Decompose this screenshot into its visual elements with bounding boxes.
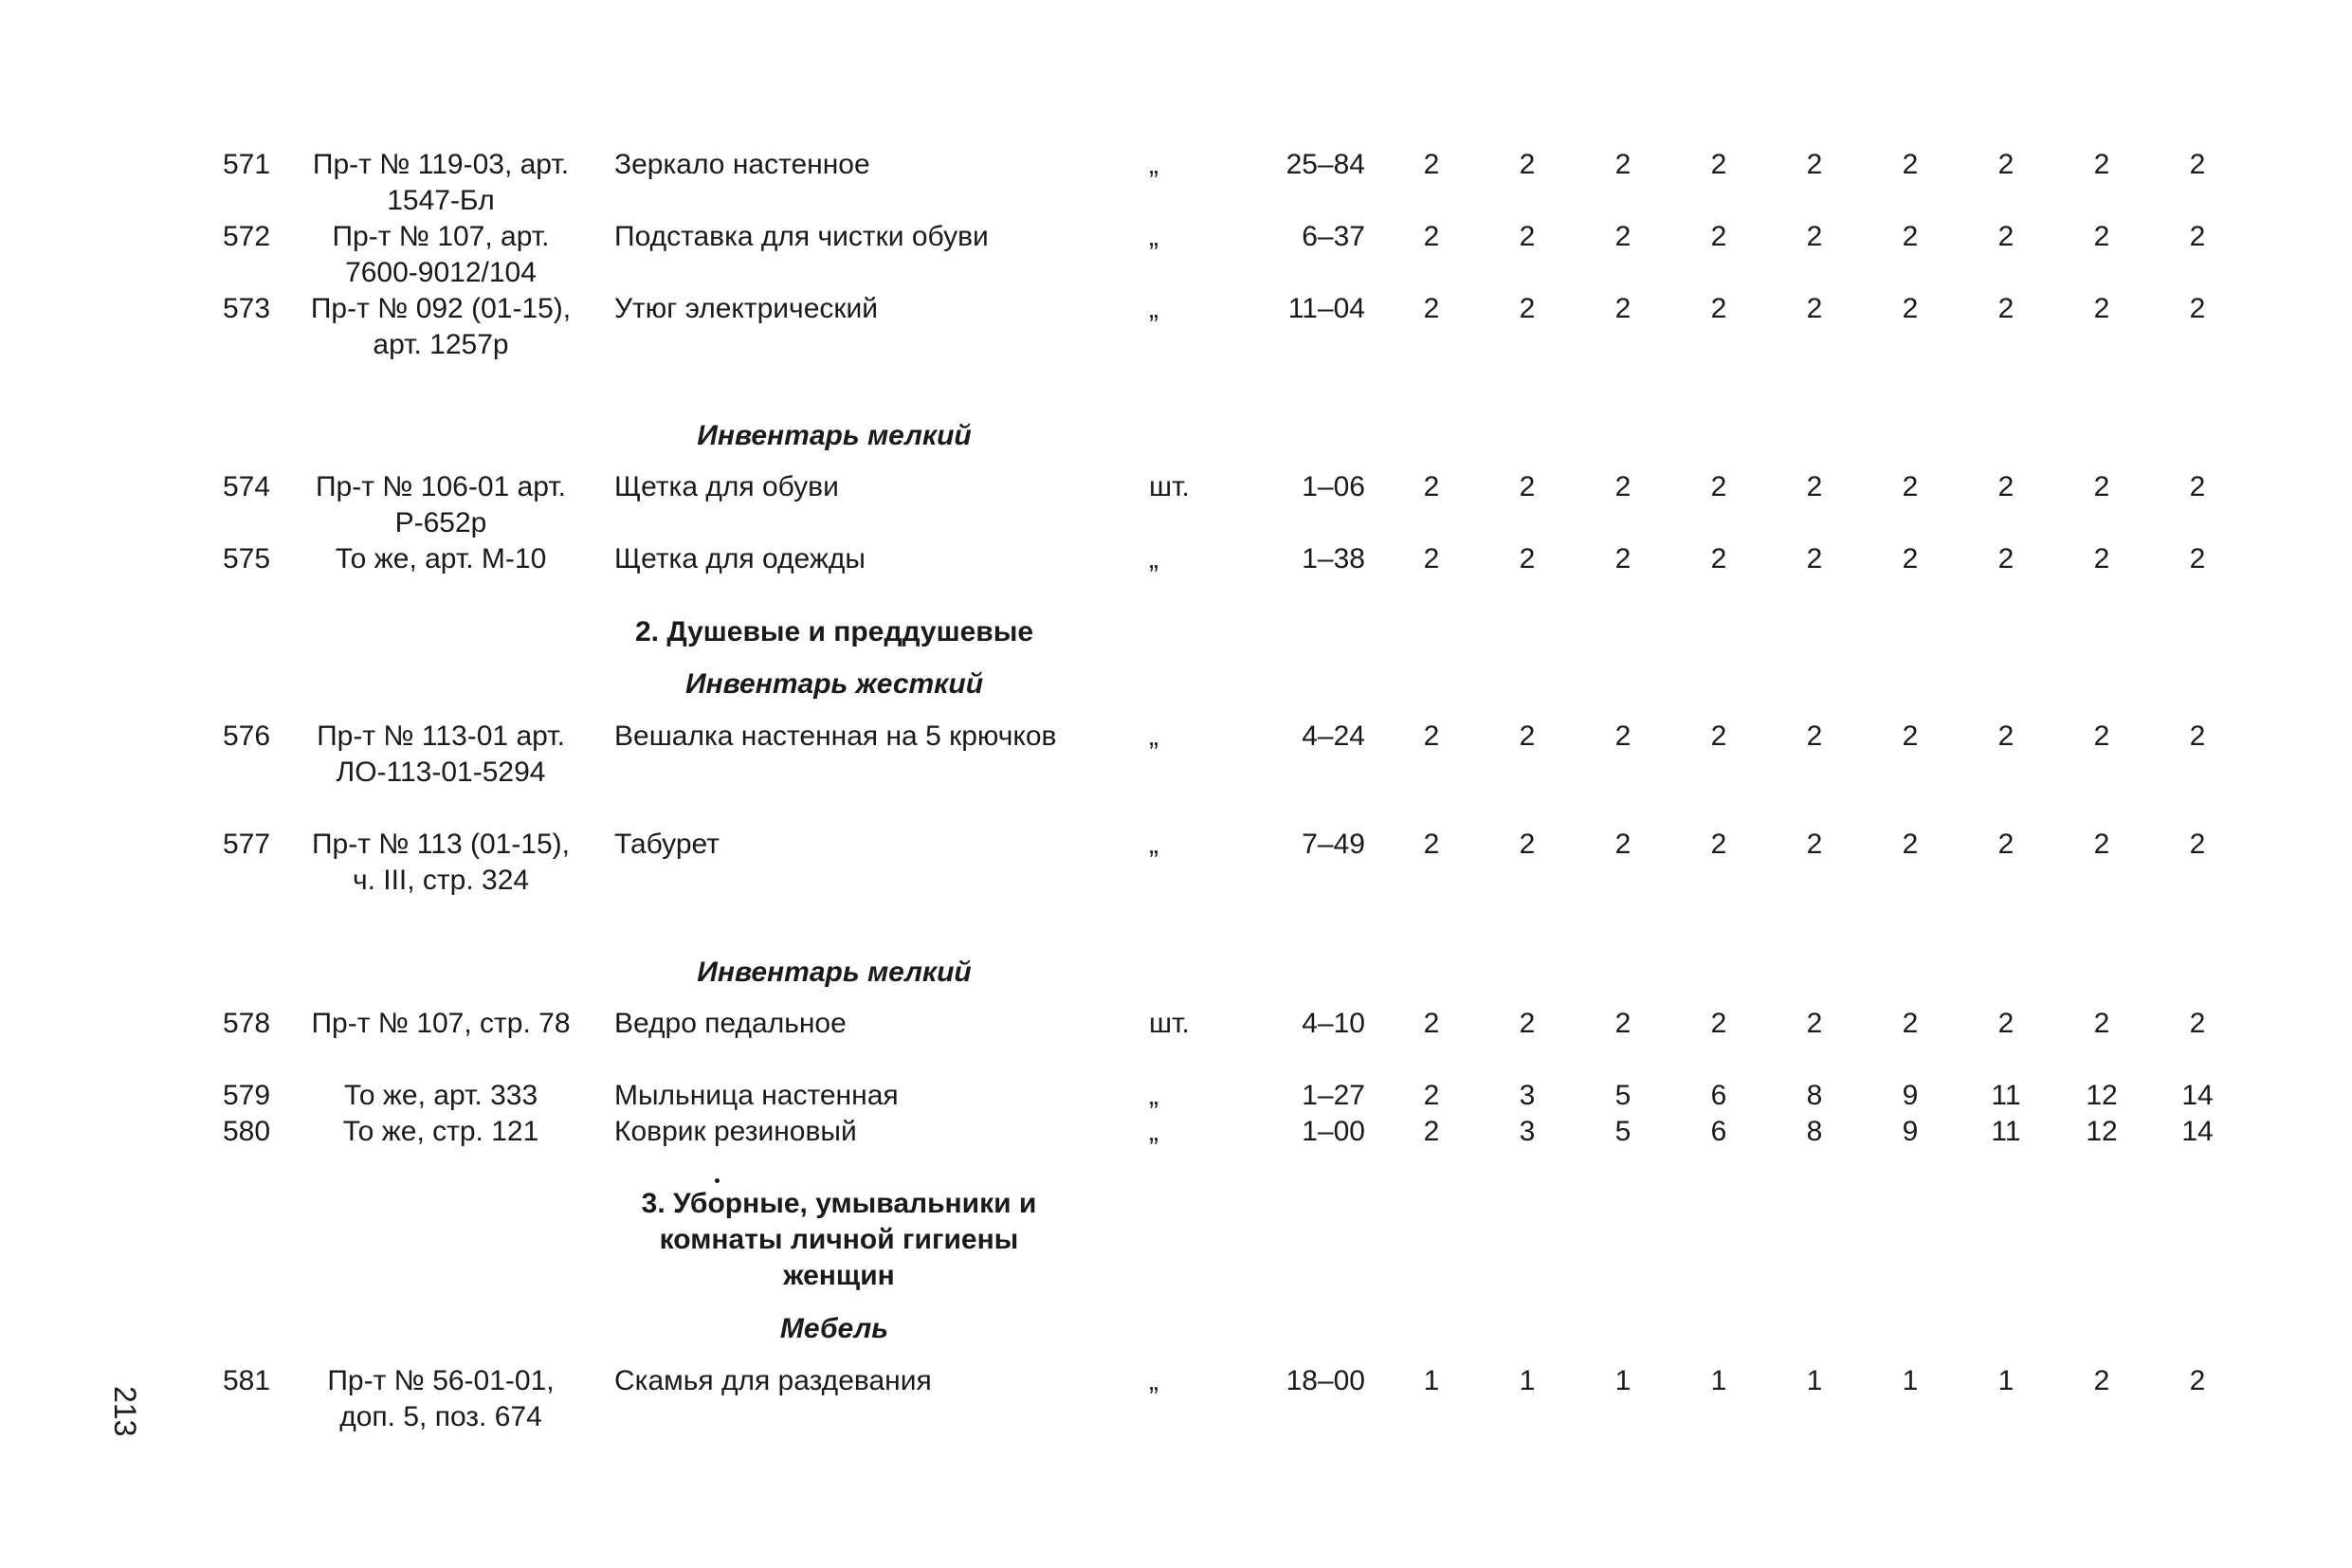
print-speck (715, 1178, 720, 1183)
row-qty: 2 (1519, 829, 1536, 860)
row-qty: 2 (1423, 1080, 1440, 1111)
row-unit: „ (1149, 293, 1158, 324)
row-qty: 2 (1519, 293, 1536, 324)
row-price: 6–37 (1302, 221, 1365, 252)
row-number: 573 (223, 293, 271, 324)
row-unit: „ (1149, 720, 1158, 752)
row-qty: 1 (1423, 1365, 1440, 1396)
row-reference: Пр-т № 113-01 арт. ЛО-113-01-5294 (317, 720, 565, 788)
row-reference: Пр-т № 113 (01-15), ч. III, стр. 324 (311, 829, 571, 896)
section-heading: 2. Душевые и преддушевые (634, 616, 1034, 647)
row-unit: „ (1149, 221, 1158, 252)
row-qty: 14 (2181, 1116, 2214, 1147)
row-qty: 2 (1614, 293, 1632, 324)
row-qty: 2 (2093, 1365, 2110, 1396)
row-qty: 2 (1997, 471, 2015, 502)
row-qty: 2 (1997, 1008, 2015, 1039)
row-qty: 2 (1614, 829, 1632, 860)
row-qty: 2 (1806, 829, 1823, 860)
row-unit: шт. (1149, 471, 1190, 502)
row-price: 1–00 (1302, 1116, 1365, 1147)
row-qty: 2 (1710, 293, 1727, 324)
row-unit: „ (1149, 1365, 1158, 1396)
row-qty: 2 (1806, 221, 1823, 252)
row-qty: 3 (1519, 1116, 1536, 1147)
row-qty: 2 (2189, 720, 2206, 752)
row-item-name: Подставка для чистки обуви (614, 221, 989, 252)
row-qty: 2 (1614, 149, 1632, 180)
row-qty: 3 (1519, 1080, 1536, 1111)
row-number: 578 (223, 1008, 271, 1039)
row-reference: То же, арт. 333 (343, 1080, 538, 1111)
row-price: 4–24 (1302, 720, 1365, 752)
row-qty: 2 (1614, 1008, 1632, 1039)
row-qty: 2 (1423, 543, 1440, 574)
row-qty: 2 (2189, 149, 2206, 180)
row-qty: 2 (2189, 221, 2206, 252)
row-item-name: Мыльница настенная (614, 1080, 899, 1111)
row-unit: „ (1149, 543, 1158, 574)
row-price: 4–10 (1302, 1008, 1365, 1039)
row-price: 1–38 (1302, 543, 1365, 574)
row-qty: 11 (1991, 1116, 2021, 1147)
row-qty: 6 (1710, 1080, 1727, 1111)
row-reference: Пр-т № 56-01-01, доп. 5, поз. 674 (327, 1365, 555, 1432)
page-number: 213 (108, 1386, 142, 1437)
row-qty: 12 (2086, 1116, 2118, 1147)
row-reference: Пр-т № 107, арт. 7600-9012/104 (332, 221, 550, 288)
row-qty: 2 (1710, 1008, 1727, 1039)
row-qty: 12 (2086, 1080, 2118, 1111)
row-qty: 2 (1710, 471, 1727, 502)
row-qty: 2 (1423, 293, 1440, 324)
row-qty: 2 (2093, 1008, 2110, 1039)
row-qty: 2 (2189, 471, 2206, 502)
row-item-name: Ведро педальное (614, 1008, 847, 1039)
row-unit: шт. (1149, 1008, 1190, 1039)
row-price: 18–00 (1285, 1365, 1365, 1396)
row-qty: 2 (2189, 1365, 2206, 1396)
row-item-name: Табурет (614, 829, 720, 860)
row-price: 1–27 (1302, 1080, 1365, 1111)
row-reference: Пр-т № 119-03, арт. 1547-Бл (312, 149, 570, 216)
row-number: 571 (223, 149, 271, 180)
row-reference: Пр-т № 092 (01-15), арт. 1257р (310, 293, 572, 360)
row-qty: 2 (2189, 293, 2206, 324)
row-qty: 2 (2093, 221, 2110, 252)
row-qty: 1 (1997, 1365, 2015, 1396)
row-qty: 2 (1423, 829, 1440, 860)
row-number: 572 (223, 221, 271, 252)
row-number: 579 (223, 1080, 271, 1111)
row-number: 575 (223, 543, 271, 574)
subsection-heading: Инвентарь жесткий (684, 668, 984, 700)
row-number: 580 (223, 1116, 271, 1147)
row-reference: Пр-т № 107, стр. 78 (311, 1008, 571, 1039)
row-qty: 2 (1902, 720, 1919, 752)
row-qty: 2 (1710, 149, 1727, 180)
row-qty: 2 (1997, 829, 2015, 860)
row-qty: 2 (1806, 293, 1823, 324)
row-qty: 1 (1710, 1365, 1727, 1396)
row-qty: 2 (1710, 829, 1727, 860)
row-item-name: Щетка для одежды (614, 543, 866, 574)
row-qty: 2 (1806, 543, 1823, 574)
row-qty: 2 (2189, 1008, 2206, 1039)
row-qty: 2 (1423, 1008, 1440, 1039)
row-qty: 2 (1614, 221, 1632, 252)
row-unit: „ (1149, 829, 1158, 860)
row-qty: 1 (1902, 1365, 1919, 1396)
row-qty: 2 (2189, 829, 2206, 860)
row-qty: 8 (1806, 1116, 1823, 1147)
row-item-name: Скамья для раздевания (614, 1365, 932, 1396)
row-unit: „ (1149, 149, 1158, 180)
row-qty: 11 (1991, 1080, 2021, 1111)
row-qty: 2 (1997, 543, 2015, 574)
row-qty: 6 (1710, 1116, 1727, 1147)
row-qty: 2 (1997, 293, 2015, 324)
row-qty: 5 (1614, 1116, 1632, 1147)
row-item-name: Коврик резиновый (614, 1116, 857, 1147)
row-qty: 9 (1902, 1116, 1919, 1147)
row-qty: 2 (1614, 720, 1632, 752)
row-qty: 2 (1806, 471, 1823, 502)
row-qty: 2 (1806, 149, 1823, 180)
subsection-heading: Инвентарь мелкий (697, 420, 972, 451)
row-number: 577 (223, 829, 271, 860)
row-unit: „ (1149, 1080, 1158, 1111)
row-qty: 8 (1806, 1080, 1823, 1111)
row-item-name: Вешалка настенная на 5 крючков (614, 720, 1057, 752)
row-price: 11–04 (1287, 293, 1365, 324)
row-qty: 2 (1710, 543, 1727, 574)
row-unit: „ (1149, 1116, 1158, 1147)
row-qty: 2 (1614, 543, 1632, 574)
row-qty: 2 (1423, 149, 1440, 180)
section-heading: 3. Уборные, умывальники и комнаты личной гигиены женщин (641, 1188, 1037, 1291)
row-qty: 9 (1902, 1080, 1919, 1111)
row-qty: 2 (2093, 149, 2110, 180)
row-qty: 2 (1902, 543, 1919, 574)
row-qty: 2 (1519, 720, 1536, 752)
row-qty: 2 (1423, 221, 1440, 252)
row-qty: 2 (2093, 720, 2110, 752)
row-reference: Пр-т № 106-01 арт. Р-652р (315, 471, 567, 538)
row-qty: 2 (1710, 221, 1727, 252)
row-qty: 1 (1614, 1365, 1632, 1396)
row-qty: 2 (1519, 1008, 1536, 1039)
row-qty: 14 (2181, 1080, 2214, 1111)
subsection-heading: Инвентарь мелкий (697, 957, 972, 988)
row-qty: 5 (1614, 1080, 1632, 1111)
row-qty: 2 (1902, 1008, 1919, 1039)
row-qty: 2 (1519, 543, 1536, 574)
row-qty: 2 (1519, 149, 1536, 180)
row-qty: 2 (1997, 720, 2015, 752)
row-number: 576 (223, 720, 271, 752)
row-qty: 2 (1710, 720, 1727, 752)
row-qty: 2 (1519, 471, 1536, 502)
row-qty: 2 (1806, 720, 1823, 752)
row-qty: 2 (1902, 829, 1919, 860)
row-item-name: Щетка для обуви (614, 471, 839, 502)
row-qty: 2 (1902, 293, 1919, 324)
row-reference: То же, стр. 121 (342, 1116, 539, 1147)
row-qty: 2 (2093, 293, 2110, 324)
row-qty: 2 (2093, 829, 2110, 860)
row-qty: 2 (2093, 543, 2110, 574)
row-price: 1–06 (1302, 471, 1365, 502)
row-qty: 1 (1519, 1365, 1536, 1396)
row-qty: 2 (1423, 471, 1440, 502)
row-qty: 2 (1902, 471, 1919, 502)
row-qty: 2 (1902, 221, 1919, 252)
row-qty: 2 (1614, 471, 1632, 502)
row-qty: 2 (1997, 221, 2015, 252)
row-price: 25–84 (1285, 149, 1365, 180)
row-qty: 2 (1997, 149, 2015, 180)
row-number: 574 (223, 471, 271, 502)
subsection-heading: Мебель (779, 1313, 889, 1344)
row-qty: 2 (2189, 543, 2206, 574)
row-qty: 1 (1806, 1365, 1823, 1396)
row-qty: 2 (1423, 720, 1440, 752)
row-qty: 2 (1806, 1008, 1823, 1039)
row-price: 7–49 (1302, 829, 1365, 860)
row-qty: 2 (1423, 1116, 1440, 1147)
row-reference: То же, арт. М-10 (335, 543, 547, 574)
row-qty: 2 (1519, 221, 1536, 252)
row-qty: 2 (2093, 471, 2110, 502)
row-qty: 2 (1902, 149, 1919, 180)
row-item-name: Утюг электрический (614, 293, 879, 324)
row-number: 581 (223, 1365, 271, 1396)
row-item-name: Зеркало настенное (614, 149, 870, 180)
